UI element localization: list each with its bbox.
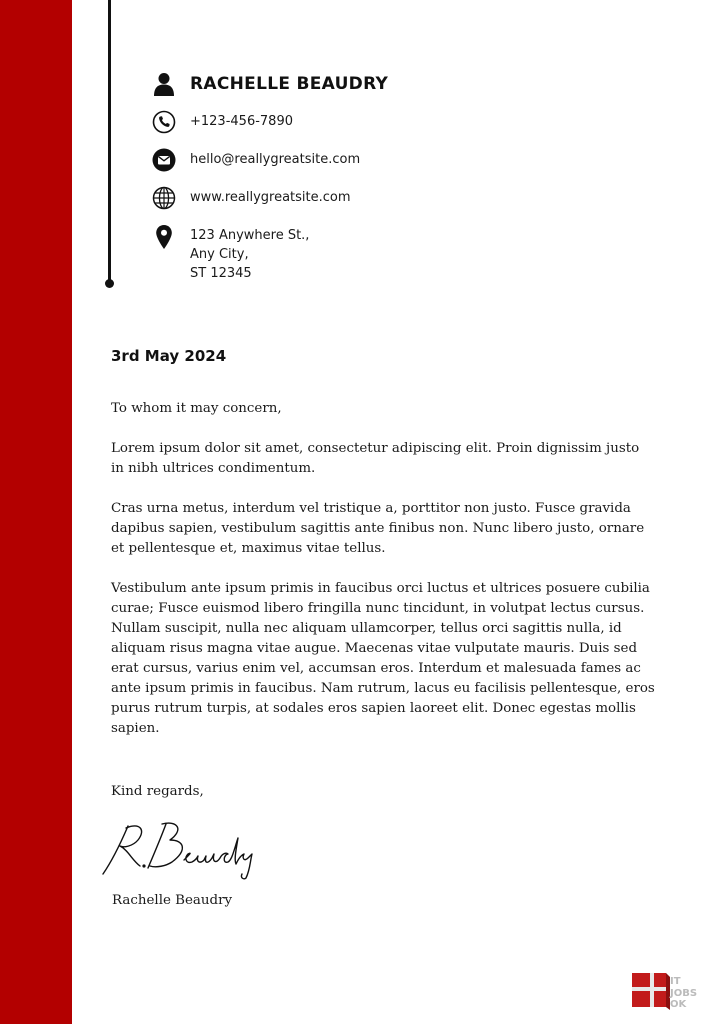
contact-block <box>152 70 388 283</box>
website-url[interactable]: www.reallygreatsite.com <box>190 190 351 205</box>
name-row <box>152 70 388 98</box>
letter-date: 3rd May 2024 <box>111 347 227 365</box>
website-row <box>152 186 388 210</box>
email-address[interactable]: hello@reallygreatsite.com <box>190 152 361 167</box>
location-pin-icon <box>152 224 176 250</box>
watermark-logo <box>630 970 710 1010</box>
envelope-icon <box>152 148 176 172</box>
closing: Kind regards, <box>111 784 204 799</box>
timeline-dot <box>105 279 114 288</box>
svg-text:IT: IT <box>670 976 681 987</box>
address-line: Any City, <box>190 247 249 262</box>
email-row <box>152 148 388 172</box>
letter-body <box>111 399 656 759</box>
body-paragraph: Vestibulum ante ipsum primis in faucibus orci luctus et ultrices posuere cubilia curae; Fusce euismod libero fringilla nunc tincidunt, in volutpat lectus cursus. Nullam suscipit, nulla nec aliquam ullamcorper, tellus orci sagittis nulla, id aliquam risus magna vitae augue. Maecenas vitae vulputate mauris. Duis sed erat cursus, varius enim vel, accumsan eros. Interdum et malesuada fames ac ante ipsum primis in faucibus. Nam rutrum, lacus eu facilisis pellentesque, eros purus rutrum turpis, at sodales eros sapien laoreet elit. Donec egestas mollis sapien. <box>111 581 655 736</box>
phone-icon <box>152 110 176 134</box>
person-icon <box>152 72 176 96</box>
phone-number: +123-456-7890 <box>190 114 293 129</box>
postal-address <box>190 226 309 283</box>
handwritten-signature <box>100 820 260 884</box>
red-side-bar <box>0 0 72 1024</box>
body-paragraph: Cras urna metus, interdum vel tristique a, porttitor non justo. Fusce gravida dapibus sapien, vestibulum sagittis ante finibus non. Nunc libero justo, ornare et pellentesque et, maximus vitae tellus. <box>111 501 645 556</box>
body-paragraph: Lorem ipsum dolor sit amet, consectetur adipiscing elit. Proin dignissim justo in nibh ultrices condimentum. <box>111 441 640 476</box>
greeting: To whom it may concern, <box>111 401 282 416</box>
globe-icon <box>152 186 176 210</box>
phone-row <box>152 110 388 134</box>
svg-text:JOBS: JOBS <box>670 988 698 999</box>
signer-name: Rachelle Beaudry <box>112 893 233 908</box>
sender-name: RACHELLE BEAUDRY <box>190 74 389 94</box>
svg-text:OK: OK <box>670 999 687 1010</box>
address-row <box>152 224 388 283</box>
timeline-divider <box>108 0 111 284</box>
address-line: 123 Anywhere St., <box>190 228 310 243</box>
address-line: ST 12345 <box>190 266 252 281</box>
